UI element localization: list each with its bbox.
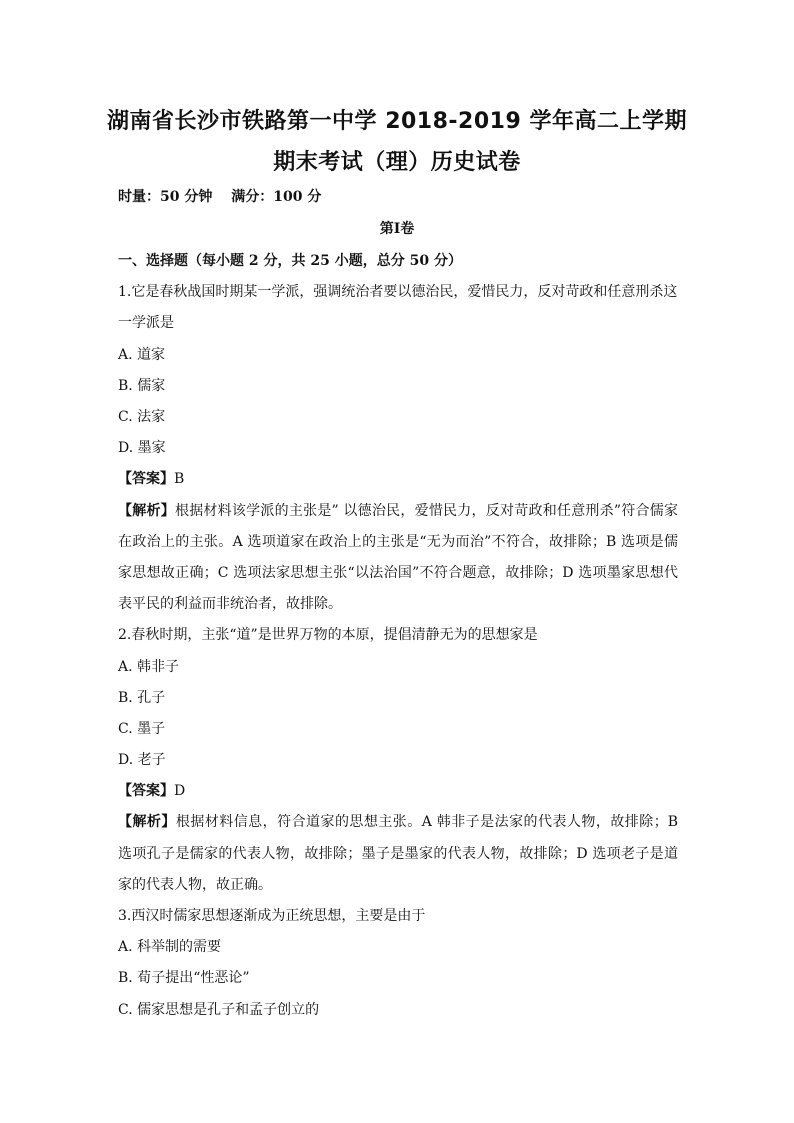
answer-line — [118, 776, 678, 807]
option-c: C. 法家 — [118, 408, 166, 425]
question-stem: 3.西汉时儒家思想逐渐成为正统思想，主要是由于 — [118, 908, 426, 925]
answer-value: B — [174, 471, 185, 488]
option-d: D. 老子 — [118, 752, 166, 769]
option-a: A. 科举制的需要 — [118, 939, 222, 956]
answer-line — [118, 464, 678, 495]
option-c: C. 墨子 — [118, 720, 166, 737]
answer-tag: 【答案】 — [118, 471, 174, 488]
question-stem: 2.春秋时期，主张“道”是世界万物的本原，提倡清静无为的思想家是 — [118, 627, 538, 644]
analysis-block — [118, 807, 678, 901]
part-heading: 第Ⅰ卷 — [379, 221, 415, 237]
option-b: B. 儒家 — [118, 377, 166, 394]
question-3 — [118, 901, 678, 1026]
question-stem: 1.它是春秋战国时期某一学派，强调统治者要以德治民，爱惜民力，反对苛政和任意刑杀这 — [118, 284, 678, 301]
exam-content — [118, 246, 678, 1026]
section-heading: 一、选择题（每小题 2 分，共 25 小题，总分 50 分） — [118, 253, 462, 269]
exam-title-line2: 期末考试（理）历史试卷 — [273, 150, 521, 175]
full-score: 满分：100 分 — [231, 189, 322, 205]
analysis-text: 根据材料信息，符合道家的思想主张。A 韩非子是法家的代表人物，故排除；B 选项孔子是儒家的代表人物，故排除；墨子是墨家的代表人物，故排除；D 选项老子是道家的代表人物，故正确。 — [118, 814, 678, 893]
option-a: A. 韩非子 — [118, 658, 180, 675]
exam-title-line1: 湖南省长沙市铁路第一中学 2018-2019 学年高二上学期 — [107, 109, 687, 134]
analysis-tag: 【解析】 — [118, 814, 176, 831]
analysis-tag: 【解析】 — [118, 502, 175, 519]
time-limit: 时量：50 分钟 — [118, 189, 213, 205]
analysis-block — [118, 496, 678, 621]
answer-value: D — [174, 783, 186, 800]
option-d: D. 墨家 — [118, 440, 166, 457]
question-2 — [118, 620, 678, 901]
question-stem-continued: 一学派是 — [118, 315, 174, 332]
analysis-text: 根据材料该学派的主张是” 以德治民，爱惜民力，反对苛政和任意刑杀”符合儒家在政治上的主张。A 选项道家在政治上的主张是“无为而治”不符合，故排除；B 选项是儒家思想故正确；C 选项法家思想主张“以法治国”不符合题意，故排除；D 选项墨家思想代表平民的利益而非统治者，故排除。 — [118, 502, 679, 613]
answer-tag: 【答案】 — [118, 783, 174, 800]
question-1 — [118, 277, 678, 620]
option-b: B. 孔子 — [118, 689, 166, 706]
option-c: C. 儒家思想是孔子和孟子创立的 — [118, 1001, 320, 1018]
option-a: A. 道家 — [118, 346, 166, 363]
option-b: B. 荀子提出“性恶论” — [118, 970, 250, 987]
exam-meta — [118, 186, 335, 206]
